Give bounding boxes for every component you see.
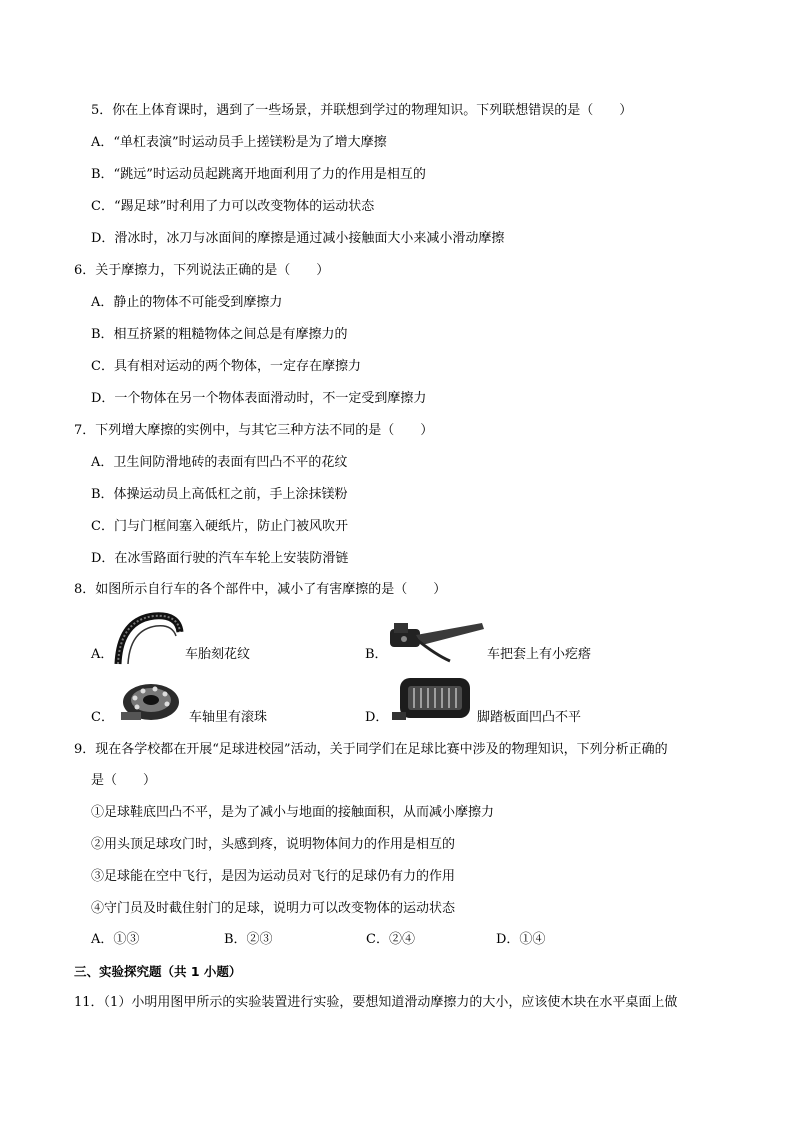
question-9-option-a: A．①③ — [91, 932, 140, 947]
question-9-stem-line-2: 是（ ） — [91, 773, 157, 788]
question-9-stem-line-1: 9．现在各学校都在开展“足球进校园”活动，关于同学们在足球比赛中涉及的物理知识，下列分析正确的 — [74, 742, 668, 757]
question-5-option-a: A．“单杠表演”时运动员手上搓镁粉是为了增大摩擦 — [91, 135, 387, 150]
question-8-option-d-letter: D． — [365, 710, 389, 725]
question-9-statement-4: ④守门员及时截住射门的足球，说明力可以改变物体的运动状态 — [91, 901, 456, 916]
question-5-option-d: D．滑冰时，冰刀与冰面间的摩擦是通过减小接触面大小来减小滑动摩擦 — [91, 231, 505, 246]
bicycle-pedal-icon — [392, 672, 476, 728]
question-8-option-c-letter: C． — [91, 710, 114, 725]
question-6-option-a: A．静止的物体不可能受到摩擦力 — [91, 295, 283, 310]
question-8-option-d-label: 脚踏板面凹凸不平 — [477, 710, 582, 725]
question-7-stem: 7．下列增大摩擦的实例中，与其它三种方法不同的是（ ） — [74, 423, 434, 438]
question-5-stem: 5．你在上体育课时，遇到了一些场景，并联想到学过的物理知识。下列联想错误的是（ ） — [91, 103, 633, 118]
question-7-option-b: B．体操运动员上高低杠之前，手上涂抹镁粉 — [91, 487, 348, 502]
question-6-option-b: B．相互挤紧的粗糙物体之间总是有摩擦力的 — [91, 327, 348, 342]
bicycle-axle-bearing-icon — [117, 676, 185, 726]
question-9-statement-2: ②用头顶足球攻门时，头感到疼，说明物体间力的作用是相互的 — [91, 837, 456, 852]
question-6-stem: 6．关于摩擦力，下列说法正确的是（ ） — [74, 263, 330, 278]
question-9-option-b: B．②③ — [224, 932, 273, 947]
question-8-option-b-letter: B． — [365, 647, 388, 662]
bicycle-handlebar-grip-icon — [386, 615, 488, 667]
question-5-option-b: B．“跳远”时运动员起跳离开地面利用了力的作用是相互的 — [91, 167, 426, 182]
question-9-option-d: D．①④ — [496, 932, 546, 947]
question-8-option-a-label: 车胎刻花纹 — [185, 647, 251, 662]
bicycle-tire-icon — [114, 612, 184, 667]
question-9-statement-1: ①足球鞋底凹凸不平，是为了减小与地面的接触面积，从而减小摩擦力 — [91, 805, 495, 820]
question-9-statement-3: ③足球能在空中飞行，是因为运动员对飞行的足球仍有力的作用 — [91, 869, 456, 884]
question-6-option-d: D．一个物体在另一个物体表面滑动时，不一定受到摩擦力 — [91, 391, 427, 406]
section-heading: 三、实验探究题（共 1 小题） — [74, 964, 242, 979]
question-9-option-c: C．②④ — [366, 932, 415, 947]
question-8-option-a-letter: A． — [91, 647, 114, 662]
question-6-option-c: C．具有相对运动的两个物体，一定存在摩擦力 — [91, 359, 361, 374]
question-8-option-b-label: 车把套上有小疙瘩 — [487, 647, 592, 662]
question-7-option-a: A．卫生间防滑地砖的表面有凹凸不平的花纹 — [91, 455, 348, 470]
question-8-option-c-label: 车轴里有滚珠 — [189, 710, 268, 725]
question-8-stem: 8．如图所示自行车的各个部件中，减小了有害摩擦的是（ ） — [74, 582, 447, 597]
question-7-option-c: C．门与门框间塞入硬纸片，防止门被风吹开 — [91, 519, 348, 534]
question-7-option-d: D．在冰雪路面行驶的汽车车轮上安装防滑链 — [91, 551, 349, 566]
question-5-option-c: C．“踢足球”时利用了力可以改变物体的运动状态 — [91, 199, 375, 214]
question-11-stem: 11．（1）小明用图甲所示的实验装置进行实验，要想知道滑动摩擦力的大小，应该使木块在水平桌面上做 — [74, 995, 678, 1010]
